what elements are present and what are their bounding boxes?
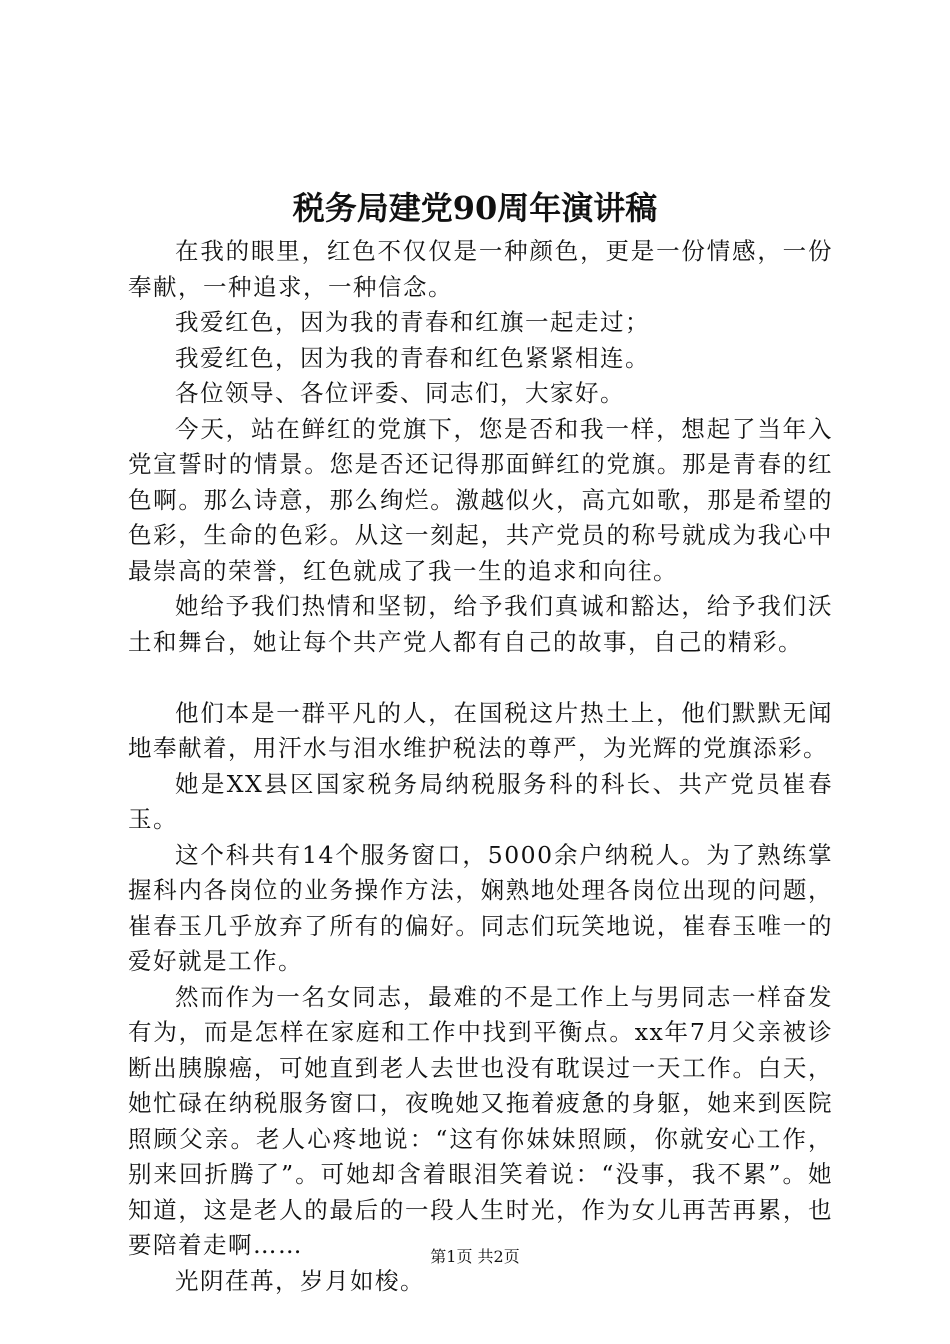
paragraph: 他们本是一群平凡的人，在国税这片热土上，他们默默无闻地奉献着，用汗水与泪水维护税法的尊严，为光辉的党旗添彩。 xyxy=(128,698,833,762)
paragraph: 我爱红色，因为我的青春和红旗一起走过； xyxy=(175,308,650,336)
paragraph: 今天，站在鲜红的党旗下，您是否和我一样，想起了当年入党宣誓时的情景。您是否还记得那面鲜红的党旗。那是青春的红色啊。那么诗意，那么绚烂。激越似火，高亢如歌，那是希望的色彩，生命的色彩。从这一刻起，共产党员的称号就成为我心中最崇高的荣誉，红色就成了我一生的追求和向往。 xyxy=(128,414,833,585)
document-body xyxy=(128,234,833,1299)
paragraph: 在我的眼里，红色不仅仅是一种颜色，更是一份情感，一份奉献，一种追求，一种信念。 xyxy=(128,237,833,301)
paragraph: 她给予我们热情和坚韧，给予我们真诚和豁达，给予我们沃土和舞台，她让每个共产党人都有自己的故事，自己的精彩。 xyxy=(128,592,833,656)
paragraph: 各位领导、各位评委、同志们，大家好。 xyxy=(175,379,625,407)
paragraph: 这个科共有14个服务窗口，5000余户纳税人。为了熟练掌握科内各岗位的业务操作方法，娴熟地处理各岗位出现的问题，崔春玉几乎放弃了所有的偏好。同志们玩笑地说，崔春玉唯一的爱好就是工作。 xyxy=(128,840,833,975)
paragraph: 光阴荏苒，岁月如梭。 xyxy=(175,1266,425,1295)
document-title: 税务局建党90周年演讲稿 xyxy=(292,189,658,227)
paragraph: 然而作为一名女同志，最难的不是工作上与男同志一样奋发有为，而是怎样在家庭和工作中找到平衡点。xx年7月父亲被诊断出胰腺癌，可她直到老人去世也没有耽误过一天工作。白天，她忙碌在纳税服务窗口，夜晚她又拖着疲惫的身躯，她来到医院照顾父亲。老人心疼地说：“这有你妹妹照顾，你就安心工作，别来回折腾了”。可她却含着眼泪笑着说：“没事，我不累”。她知道，这是老人的最后的一段人生时光，作为女儿再苦再累，也要陪着走啊…… xyxy=(128,982,833,1259)
paragraph: 我爱红色，因为我的青春和红色紧紧相连。 xyxy=(175,343,650,372)
paragraph: 她是XX县区国家税务局纳税服务科的科长、共产党员崔春玉。 xyxy=(128,769,833,833)
page-number-footer: 第1页 共2页 xyxy=(430,1247,520,1266)
